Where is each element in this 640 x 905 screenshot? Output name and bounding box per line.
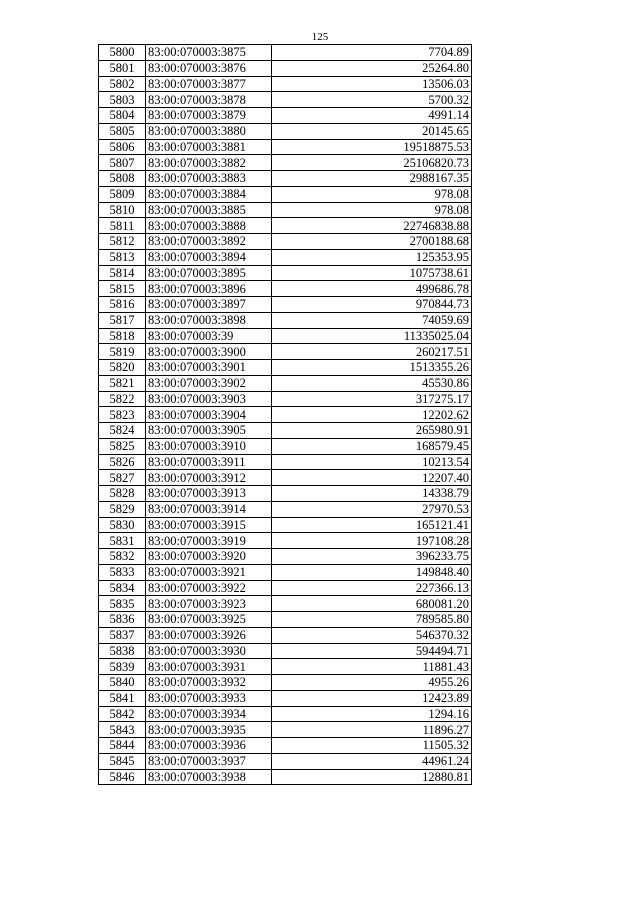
value-cell: 11505.32 (272, 738, 472, 754)
table-row (99, 690, 472, 706)
row-number-cell: 5837 (99, 627, 146, 643)
value-cell: 5700.32 (272, 92, 472, 108)
value-cell: 12207.40 (272, 470, 472, 486)
value-cell: 7704.89 (272, 45, 472, 61)
cadastral-number-cell: 83:00:070003:3876 (146, 60, 272, 76)
cadastral-number-cell: 83:00:070003:3930 (146, 643, 272, 659)
registry-table-body (99, 45, 472, 785)
table-row (99, 249, 472, 265)
cadastral-number-cell: 83:00:070003:3923 (146, 596, 272, 612)
value-cell: 2988167.35 (272, 171, 472, 187)
value-cell: 970844.73 (272, 297, 472, 313)
value-cell: 396233.75 (272, 549, 472, 565)
table-row (99, 738, 472, 754)
cadastral-number-cell: 83:00:070003:3902 (146, 375, 272, 391)
cadastral-number-cell: 83:00:070003:3900 (146, 344, 272, 360)
row-number-cell: 5811 (99, 218, 146, 234)
cadastral-number-cell: 83:00:070003:3883 (146, 171, 272, 187)
row-number-cell: 5802 (99, 76, 146, 92)
cadastral-number-cell: 83:00:070003:3882 (146, 155, 272, 171)
cadastral-number-cell: 83:00:070003:3925 (146, 612, 272, 628)
value-cell: 10213.54 (272, 454, 472, 470)
value-cell: 45530.86 (272, 375, 472, 391)
row-number-cell: 5813 (99, 249, 146, 265)
cadastral-number-cell: 83:00:070003:3884 (146, 186, 272, 202)
table-row (99, 517, 472, 533)
row-number-cell: 5845 (99, 753, 146, 769)
value-cell: 13506.03 (272, 76, 472, 92)
row-number-cell: 5807 (99, 155, 146, 171)
cadastral-number-cell: 83:00:070003:3903 (146, 391, 272, 407)
value-cell: 125353.95 (272, 249, 472, 265)
cadastral-number-cell: 83:00:070003:3938 (146, 769, 272, 785)
row-number-cell: 5827 (99, 470, 146, 486)
value-cell: 546370.32 (272, 627, 472, 643)
table-row (99, 360, 472, 376)
row-number-cell: 5840 (99, 675, 146, 691)
table-row (99, 391, 472, 407)
cadastral-number-cell: 83:00:070003:3910 (146, 438, 272, 454)
table-row (99, 722, 472, 738)
cadastral-number-cell: 83:00:070003:3881 (146, 139, 272, 155)
cadastral-number-cell: 83:00:070003:3937 (146, 753, 272, 769)
row-number-cell: 5830 (99, 517, 146, 533)
value-cell: 1075738.61 (272, 265, 472, 281)
table-row (99, 486, 472, 502)
row-number-cell: 5838 (99, 643, 146, 659)
value-cell: 20145.65 (272, 123, 472, 139)
row-number-cell: 5836 (99, 612, 146, 628)
row-number-cell: 5819 (99, 344, 146, 360)
table-row (99, 753, 472, 769)
table-row (99, 76, 472, 92)
cadastral-number-cell: 83:00:070003:3904 (146, 407, 272, 423)
table-row (99, 265, 472, 281)
row-number-cell: 5835 (99, 596, 146, 612)
cadastral-number-cell: 83:00:070003:3880 (146, 123, 272, 139)
cadastral-number-cell: 83:00:070003:3919 (146, 533, 272, 549)
value-cell: 4991.14 (272, 108, 472, 124)
value-cell: 197108.28 (272, 533, 472, 549)
value-cell: 27970.53 (272, 501, 472, 517)
table-row (99, 706, 472, 722)
row-number-cell: 5816 (99, 297, 146, 313)
cadastral-number-cell: 83:00:070003:3892 (146, 234, 272, 250)
value-cell: 12880.81 (272, 769, 472, 785)
cadastral-number-cell: 83:00:070003:3912 (146, 470, 272, 486)
row-number-cell: 5842 (99, 706, 146, 722)
table-row (99, 627, 472, 643)
value-cell: 168579.45 (272, 438, 472, 454)
row-number-cell: 5806 (99, 139, 146, 155)
value-cell: 165121.41 (272, 517, 472, 533)
row-number-cell: 5800 (99, 45, 146, 61)
row-number-cell: 5839 (99, 659, 146, 675)
table-row (99, 108, 472, 124)
value-cell: 2700188.68 (272, 234, 472, 250)
cadastral-number-cell: 83:00:070003:3931 (146, 659, 272, 675)
row-number-cell: 5829 (99, 501, 146, 517)
cadastral-number-cell: 83:00:070003:3879 (146, 108, 272, 124)
cadastral-number-cell: 83:00:070003:3895 (146, 265, 272, 281)
row-number-cell: 5814 (99, 265, 146, 281)
table-row (99, 769, 472, 785)
cadastral-number-cell: 83:00:070003:3894 (146, 249, 272, 265)
cadastral-number-cell: 83:00:070003:3913 (146, 486, 272, 502)
cadastral-number-cell: 83:00:070003:3922 (146, 580, 272, 596)
table-row (99, 123, 472, 139)
row-number-cell: 5846 (99, 769, 146, 785)
table-row (99, 612, 472, 628)
cadastral-number-cell: 83:00:070003:3932 (146, 675, 272, 691)
row-number-cell: 5831 (99, 533, 146, 549)
row-number-cell: 5826 (99, 454, 146, 470)
table-row (99, 312, 472, 328)
row-number-cell: 5804 (99, 108, 146, 124)
table-row (99, 297, 472, 313)
row-number-cell: 5803 (99, 92, 146, 108)
value-cell: 25264.80 (272, 60, 472, 76)
row-number-cell: 5834 (99, 580, 146, 596)
value-cell: 978.08 (272, 202, 472, 218)
table-row (99, 92, 472, 108)
value-cell: 789585.80 (272, 612, 472, 628)
row-number-cell: 5808 (99, 171, 146, 187)
cadastral-number-cell: 83:00:070003:3914 (146, 501, 272, 517)
row-number-cell: 5828 (99, 486, 146, 502)
value-cell: 4955.26 (272, 675, 472, 691)
row-number-cell: 5841 (99, 690, 146, 706)
cadastral-number-cell: 83:00:070003:39 (146, 328, 272, 344)
cadastral-number-cell: 83:00:070003:3905 (146, 423, 272, 439)
value-cell: 978.08 (272, 186, 472, 202)
table-row (99, 438, 472, 454)
value-cell: 25106820.73 (272, 155, 472, 171)
value-cell: 11881.43 (272, 659, 472, 675)
registry-table (98, 44, 472, 785)
table-row (99, 45, 472, 61)
cadastral-number-cell: 83:00:070003:3926 (146, 627, 272, 643)
table-row (99, 281, 472, 297)
row-number-cell: 5832 (99, 549, 146, 565)
value-cell: 265980.91 (272, 423, 472, 439)
cadastral-number-cell: 83:00:070003:3897 (146, 297, 272, 313)
row-number-cell: 5824 (99, 423, 146, 439)
table-row (99, 564, 472, 580)
table-row (99, 375, 472, 391)
value-cell: 11896.27 (272, 722, 472, 738)
cadastral-number-cell: 83:00:070003:3885 (146, 202, 272, 218)
row-number-cell: 5818 (99, 328, 146, 344)
cadastral-number-cell: 83:00:070003:3877 (146, 76, 272, 92)
table-row (99, 218, 472, 234)
value-cell: 11335025.04 (272, 328, 472, 344)
value-cell: 12423.89 (272, 690, 472, 706)
value-cell: 19518875.53 (272, 139, 472, 155)
row-number-cell: 5825 (99, 438, 146, 454)
row-number-cell: 5809 (99, 186, 146, 202)
value-cell: 680081.20 (272, 596, 472, 612)
table-row (99, 596, 472, 612)
cadastral-number-cell: 83:00:070003:3875 (146, 45, 272, 61)
value-cell: 44961.24 (272, 753, 472, 769)
row-number-cell: 5812 (99, 234, 146, 250)
cadastral-number-cell: 83:00:070003:3935 (146, 722, 272, 738)
cadastral-number-cell: 83:00:070003:3921 (146, 564, 272, 580)
table-row (99, 344, 472, 360)
value-cell: 594494.71 (272, 643, 472, 659)
cadastral-number-cell: 83:00:070003:3934 (146, 706, 272, 722)
table-row (99, 186, 472, 202)
row-number-cell: 5821 (99, 375, 146, 391)
cadastral-number-cell: 83:00:070003:3878 (146, 92, 272, 108)
table-row (99, 549, 472, 565)
value-cell: 1294.16 (272, 706, 472, 722)
row-number-cell: 5815 (99, 281, 146, 297)
cadastral-number-cell: 83:00:070003:3920 (146, 549, 272, 565)
table-row (99, 60, 472, 76)
table-row (99, 659, 472, 675)
value-cell: 499686.78 (272, 281, 472, 297)
value-cell: 1513355.26 (272, 360, 472, 376)
cadastral-number-cell: 83:00:070003:3898 (146, 312, 272, 328)
row-number-cell: 5801 (99, 60, 146, 76)
table-row (99, 328, 472, 344)
cadastral-number-cell: 83:00:070003:3896 (146, 281, 272, 297)
value-cell: 74059.69 (272, 312, 472, 328)
value-cell: 227366.13 (272, 580, 472, 596)
cadastral-number-cell: 83:00:070003:3888 (146, 218, 272, 234)
table-row (99, 234, 472, 250)
row-number-cell: 5823 (99, 407, 146, 423)
table-row (99, 501, 472, 517)
value-cell: 22746838.88 (272, 218, 472, 234)
row-number-cell: 5820 (99, 360, 146, 376)
value-cell: 260217.51 (272, 344, 472, 360)
row-number-cell: 5844 (99, 738, 146, 754)
table-row (99, 423, 472, 439)
table-row (99, 454, 472, 470)
table-row (99, 470, 472, 486)
cadastral-number-cell: 83:00:070003:3933 (146, 690, 272, 706)
page-number: 125 (311, 31, 329, 43)
cadastral-number-cell: 83:00:070003:3936 (146, 738, 272, 754)
cadastral-number-cell: 83:00:070003:3901 (146, 360, 272, 376)
row-number-cell: 5833 (99, 564, 146, 580)
row-number-cell: 5843 (99, 722, 146, 738)
table-row (99, 139, 472, 155)
value-cell: 317275.17 (272, 391, 472, 407)
table-row (99, 155, 472, 171)
table-row (99, 675, 472, 691)
row-number-cell: 5817 (99, 312, 146, 328)
table-row (99, 580, 472, 596)
row-number-cell: 5822 (99, 391, 146, 407)
value-cell: 12202.62 (272, 407, 472, 423)
row-number-cell: 5805 (99, 123, 146, 139)
table-row (99, 643, 472, 659)
cadastral-number-cell: 83:00:070003:3915 (146, 517, 272, 533)
table-row (99, 533, 472, 549)
table-row (99, 171, 472, 187)
row-number-cell: 5810 (99, 202, 146, 218)
table-row (99, 407, 472, 423)
table-row (99, 202, 472, 218)
value-cell: 149848.40 (272, 564, 472, 580)
value-cell: 14338.79 (272, 486, 472, 502)
cadastral-number-cell: 83:00:070003:3911 (146, 454, 272, 470)
